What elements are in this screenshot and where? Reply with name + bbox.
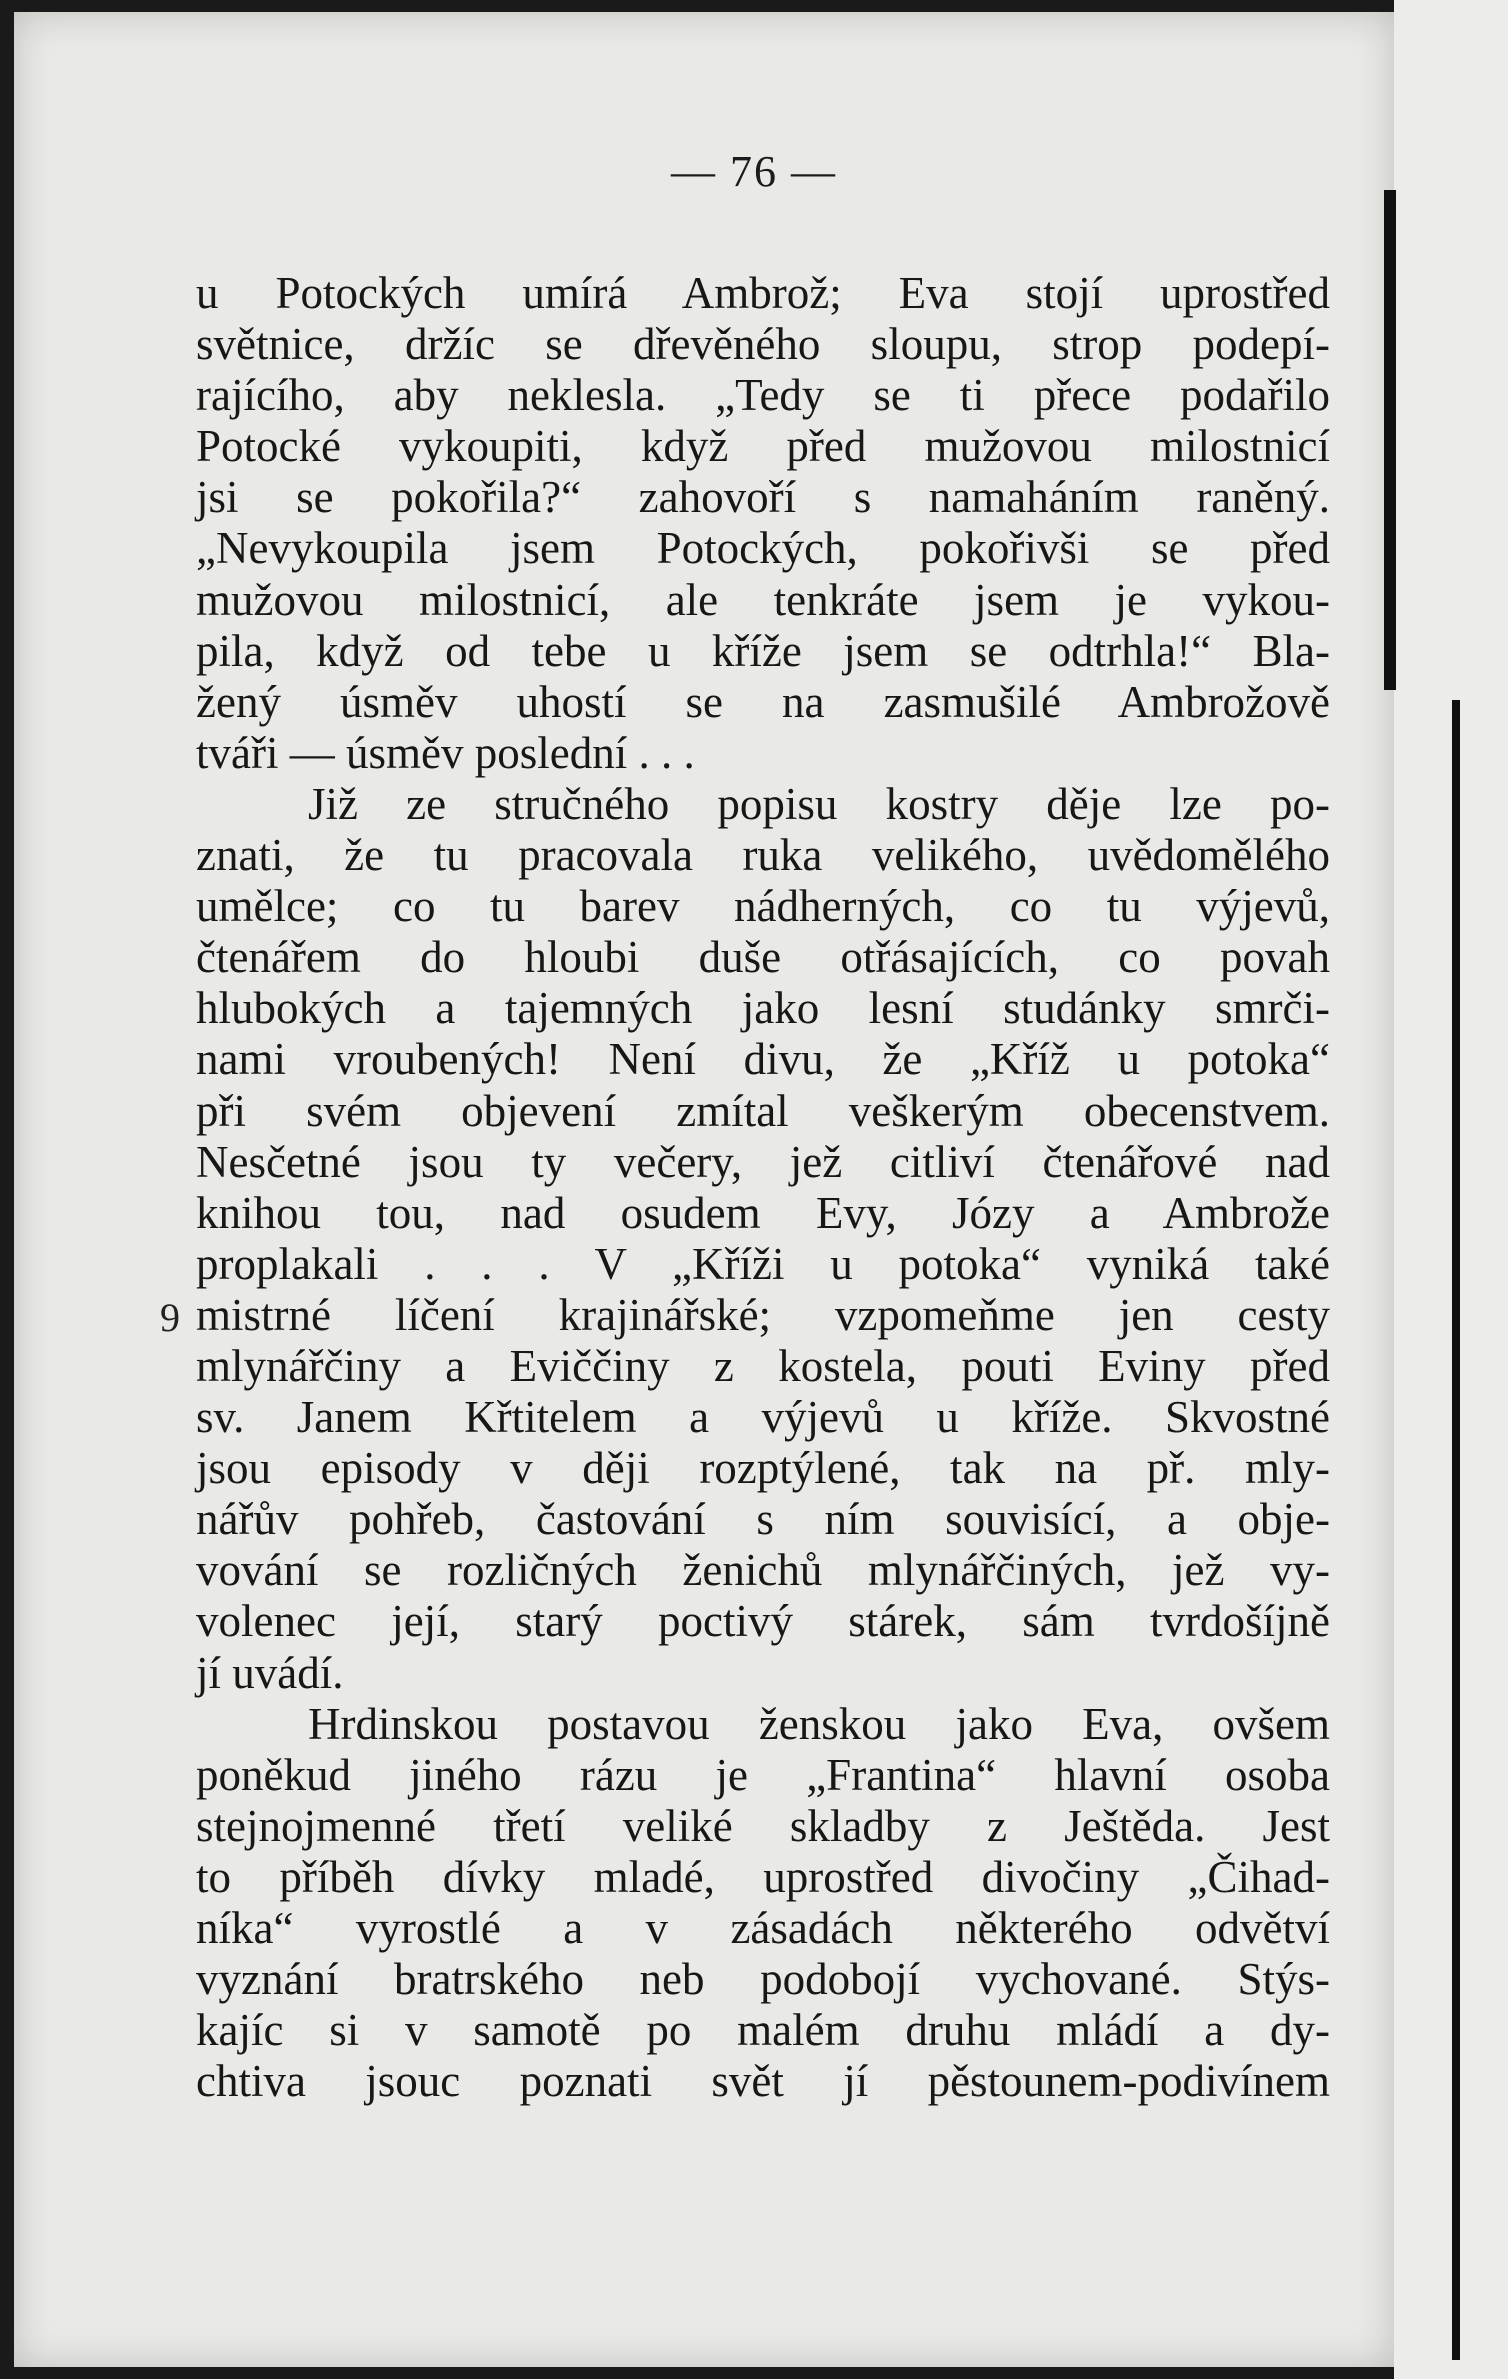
text-line: níka“ vyrostlé a v zásadách některého odvětví: [196, 1903, 1330, 1953]
text-line: nami vroubených! Není divu, že „Kříž u potoka“: [196, 1034, 1330, 1085]
text-line: mužovou milostnicí, ale tenkráte jsem je vykou-: [196, 574, 1330, 625]
text-line: umělce; co tu barev nádherných, co tu výjevů,: [196, 881, 1330, 932]
page-edge: [1394, 0, 1508, 2379]
text-line: tváři — úsměv poslední . . .: [196, 727, 695, 778]
text-line: hlubokých a tajemných jako lesní studánky smrči-: [196, 983, 1330, 1034]
text-line: sv. Janem Křtitelem a výjevů u kříže. Skvostné: [196, 1392, 1330, 1443]
text-line: mlynářčiny a Eviččiny z kostela, pouti Eviny před: [196, 1340, 1330, 1391]
text-line: stejnojmenné třetí veliké skladby z Ještěda. Jest: [196, 1800, 1330, 1851]
text-line: „Nevykoupila jsem Potockých, pokořivši se před: [196, 523, 1330, 574]
text-line: poněkud jiného rázu je „Frantina“ hlavní osoba: [196, 1749, 1330, 1800]
margin-mark: 9: [160, 1295, 180, 1340]
text-line: knihou tou, nad osudem Evy, Józy a Ambrože: [196, 1187, 1330, 1238]
page-number: — 76 —: [671, 147, 837, 196]
text-line: volenec její, starý poctivý stárek, sám tvrdošíjně: [196, 1596, 1330, 1647]
text-line: u Potockých umírá Ambrož; Eva stojí uprostřed: [196, 268, 1330, 318]
text-line: Nesčetné jsou ty večery, jež citliví čtenářové nad: [196, 1136, 1330, 1187]
text-line: rajícího, aby neklesla. „Tedy se ti přece podařilo: [196, 370, 1330, 421]
text-line: mistrné líčení krajinářské; vzpomeňme jen cesty: [196, 1289, 1330, 1340]
text-line: jí uvádí.: [196, 1647, 344, 1698]
text-line: nářův pohřeb, častování s ním souvisící, a obje-: [196, 1494, 1330, 1545]
text-line: vování se rozličných ženichů mlynářčiných, jež vy-: [196, 1545, 1330, 1596]
text-line: proplakali . . . V „Kříži u potoka“ vyniká také: [196, 1238, 1330, 1289]
text-line: jsi se pokořila?“ zahovoří s namaháním raněný.: [196, 472, 1330, 523]
text-line: kajíc si v samotě po malém druhu mládí a dy-: [196, 2005, 1330, 2056]
text-line: vyznání bratrského neb podobojí vychované. Stýs-: [196, 1954, 1330, 2005]
text-line: čtenářem do hloubi duše otřásajících, co povah: [196, 932, 1330, 983]
text-line: Již ze stručného popisu kostry děje lze po-: [308, 778, 1330, 829]
body-text: [196, 268, 1330, 2107]
text-line: žený úsměv uhostí se na zasmušilé Ambrožově: [196, 676, 1330, 727]
text-line: znati, že tu pracovala ruka velikého, uvědomělého: [196, 830, 1330, 881]
text-line: Potocké vykoupiti, když před mužovou milostnicí: [196, 421, 1330, 472]
text-line: při svém objevení zmítal veškerým obecenstvem.: [196, 1085, 1330, 1136]
text-line: chtiva jsouc poznati svět jí pěstounem-podivínem: [196, 2056, 1330, 2107]
text-line: pila, když od tebe u kříže jsem se odtrhla!“ Bla-: [196, 625, 1330, 676]
binding-shadow-line: [1384, 190, 1396, 690]
text-line: Hrdinskou postavou ženskou jako Eva, ovšem: [308, 1698, 1330, 1749]
text-line: světnice, držíc se dřevěného sloupu, strop podepí-: [196, 319, 1330, 370]
text-line: jsou episody v ději rozptýlené, tak na př. mly-: [196, 1443, 1330, 1494]
text-line: to příběh dívky mladé, uprostřed divočiny „Čihad-: [196, 1851, 1330, 1902]
binding-shadow-line: [1452, 700, 1460, 2360]
